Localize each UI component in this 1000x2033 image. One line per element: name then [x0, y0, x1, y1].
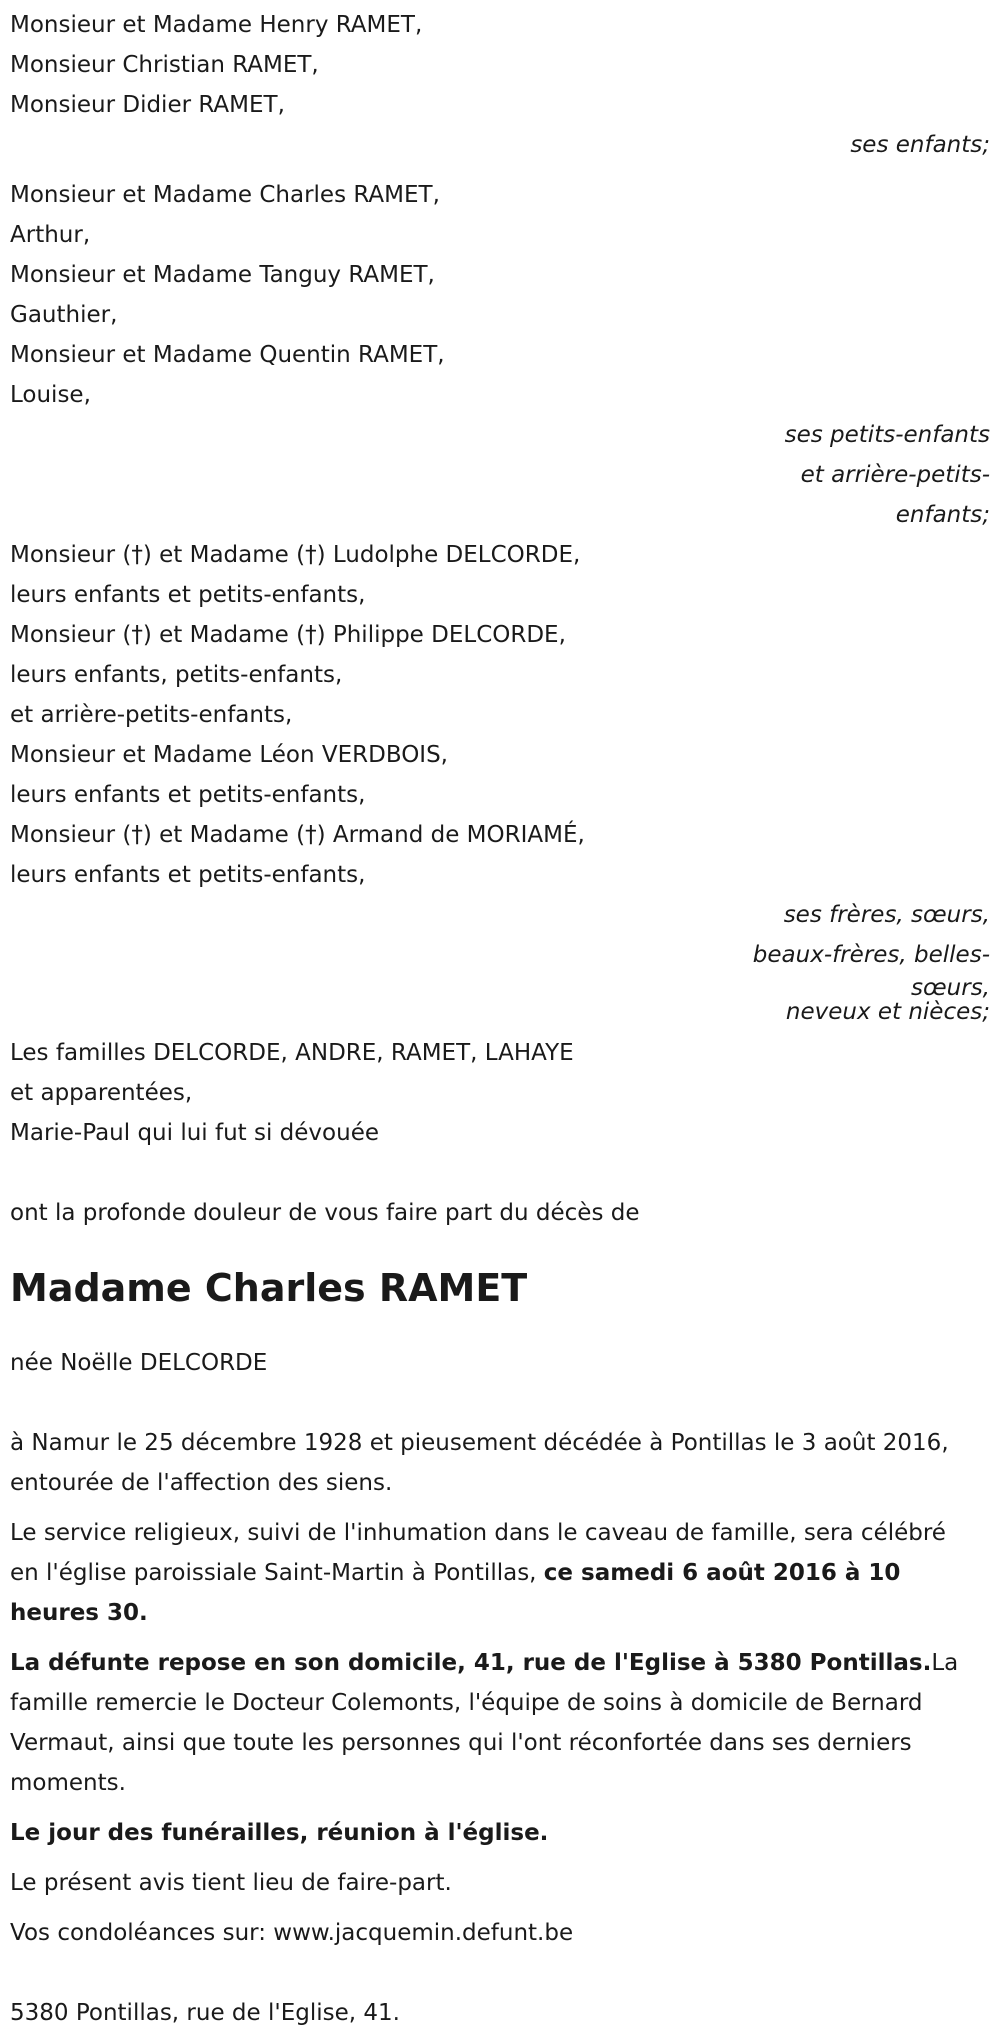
address: 5380 Pontillas, rue de l'Eglise, 41. — [10, 2000, 400, 2026]
service-paragraph — [0, 1513, 980, 1633]
funeral-day — [0, 1813, 980, 1853]
family-line: leurs enfants et petits-enfants, — [10, 862, 366, 888]
label-line: sœurs, — [911, 975, 990, 1001]
family-line: Monsieur et Madame Henry RAMET, — [10, 12, 423, 38]
deceased-name: Madame Charles RAMET — [10, 1266, 528, 1310]
born-name: née Noëlle DELCORDE — [10, 1350, 268, 1376]
service-date: ce samedi 6 août 2016 à 10 heures 30. — [10, 1560, 901, 1626]
label-line: ses frères, sœurs, — [783, 902, 990, 928]
family-line: Monsieur (†) et Madame (†) Armand de MORIAMÉ, — [10, 822, 585, 848]
family-line: Monsieur et Madame Charles RAMET, — [10, 182, 440, 208]
family-line: Monsieur et Madame Léon VERDBOIS, — [10, 742, 448, 768]
family-line: Monsieur (†) et Madame (†) Ludolphe DELCORDE, — [10, 542, 581, 568]
family-line: Monsieur et Madame Tanguy RAMET, — [10, 262, 435, 288]
family-line: et apparentées, — [10, 1080, 193, 1106]
notice: Le présent avis tient lieu de faire-part. — [10, 1870, 452, 1896]
announcement: ont la profonde douleur de vous faire part du décès de — [10, 1200, 640, 1226]
family-line: leurs enfants et petits-enfants, — [10, 782, 366, 808]
grandchildren-block — [0, 175, 1000, 535]
thanks-text: La famille remercie le Docteur Colemonts, l'équipe de soins à domicile de Bernard Vermaut, ainsi que toute les personnes qui l'ont réconfortée dans ses derniers moments. — [10, 1650, 959, 1796]
family-line: leurs enfants et petits-enfants, — [10, 582, 366, 608]
children-label: ses enfants; — [850, 132, 990, 158]
family-line: Louise, — [10, 382, 91, 408]
family-line: leurs enfants, petits-enfants, — [10, 662, 343, 688]
family-line: Monsieur Didier RAMET, — [10, 92, 285, 118]
families-block — [0, 1033, 1000, 1153]
family-line: Monsieur (†) et Madame (†) Philippe DELCORDE, — [10, 622, 566, 648]
rest-location: La défunte repose en son domicile, 41, rue de l'Eglise à 5380 Pontillas. — [10, 1650, 932, 1676]
family-line: Monsieur et Madame Quentin RAMET, — [10, 342, 445, 368]
family-line: Les familles DELCORDE, ANDRE, RAMET, LAHAYE — [10, 1040, 574, 1066]
label-line: ses petits-enfants — [784, 422, 990, 448]
siblings-block — [0, 535, 1000, 1023]
siblings-label — [0, 895, 990, 1023]
family-line: et arrière-petits-enfants, — [10, 702, 293, 728]
label-line: enfants; — [895, 502, 990, 528]
family-line: Monsieur Christian RAMET, — [10, 52, 319, 78]
family-line: Gauthier, — [10, 302, 118, 328]
condolences: Vos condoléances sur: www.jacquemin.defunt.be — [10, 1920, 574, 1946]
label-line: neveux et nièces; — [785, 999, 990, 1025]
label-line: beaux-frères, belles- — [752, 942, 990, 968]
family-line: Marie-Paul qui lui fut si dévouée — [10, 1120, 379, 1146]
rest-paragraph — [0, 1643, 980, 1803]
funeral-day-text: Le jour des funérailles, réunion à l'église. — [10, 1820, 549, 1846]
birth-death: à Namur le 25 décembre 1928 et pieusement décédée à Pontillas le 3 août 2016, entourée de l'affection des siens. — [10, 1430, 949, 1496]
service-text: Le service religieux, suivi de l'inhumation dans le caveau de famille, sera célébré en l'église paroissiale Saint-Martin à Pontillas, — [10, 1520, 946, 1586]
label-line: et arrière-petits- — [800, 462, 990, 488]
family-line: Arthur, — [10, 222, 91, 248]
children-block — [0, 5, 1000, 165]
grandchildren-label — [0, 415, 990, 535]
